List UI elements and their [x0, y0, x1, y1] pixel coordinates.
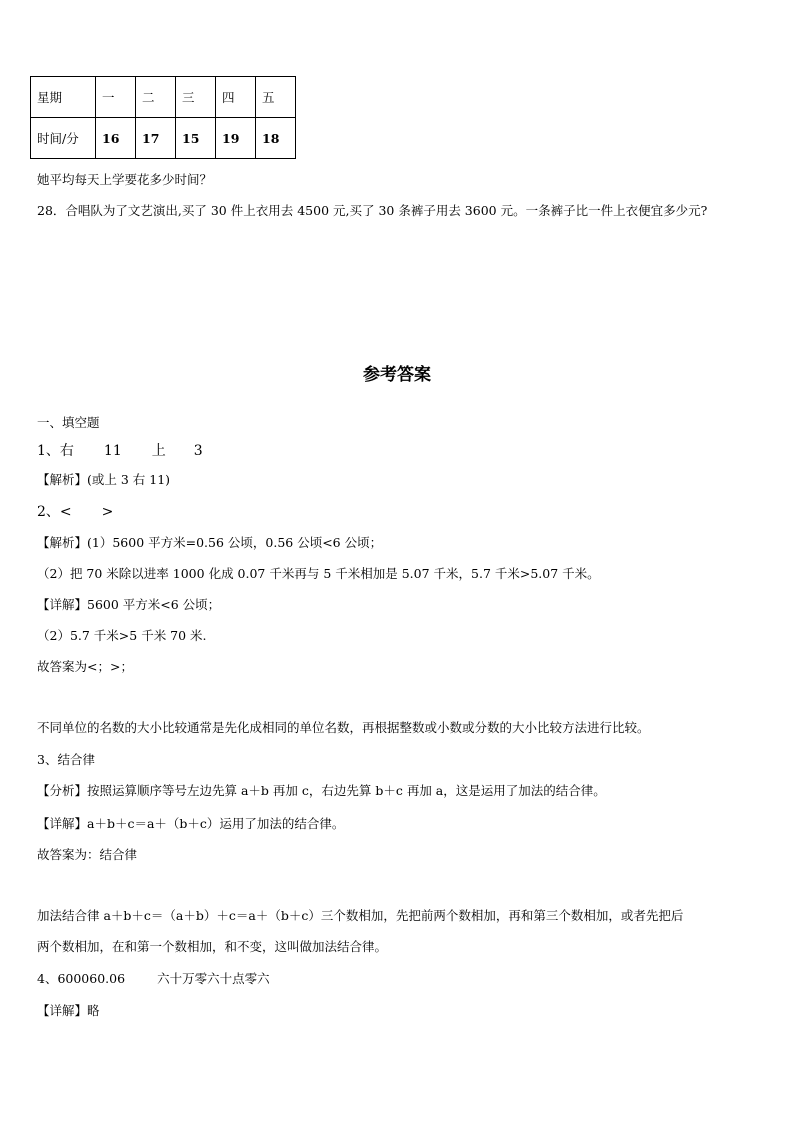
- answer-2-detail-2: （2）5.7 千米>5 千米 70 米.: [37, 628, 207, 643]
- table-cell: 四: [216, 77, 256, 118]
- table-cell: 15: [176, 118, 216, 159]
- answer-1: [37, 440, 203, 460]
- answer-3: 3、结合律: [37, 752, 95, 767]
- answer-2-note: 不同单位的名数的大小比较通常是先化成相同的单位名数，再根据整数或小数或分数的大小比较方法进行比较。: [37, 720, 650, 735]
- answer-3-analysis: 【分析】按照运算顺序等号左边先算 a＋b 再加 c，右边先算 b＋c 再加 a，这是运用了加法的结合律。: [37, 783, 606, 798]
- table-header-cell: 星期: [31, 77, 96, 118]
- answer-value: 上: [151, 443, 166, 459]
- answer-2-conclusion: 故答案为<；>；: [37, 659, 133, 674]
- answers-title: 参考答案: [363, 365, 431, 385]
- answer-3-note-line-2: 两个数相加，在和第一个数相加，和不变，这叫做加法结合律。: [37, 939, 388, 954]
- table-cell: 17: [136, 118, 176, 159]
- table-cell: 18: [256, 118, 296, 159]
- table-row: [31, 118, 296, 159]
- answer-value: 右: [59, 443, 74, 459]
- question-28: 28．合唱队为了文艺演出,买了 30 件上衣用去 4500 元,买了 30 条裤子用去 3600 元。一条裤子比一件上衣便宜多少元?: [37, 203, 708, 218]
- table-cell: 三: [176, 77, 216, 118]
- answer-value: >: [101, 504, 114, 520]
- table-cell: 二: [136, 77, 176, 118]
- answer-3-detail: 【详解】a＋b＋c＝a＋（b＋c）运用了加法的结合律。: [37, 816, 345, 831]
- table-cell: 16: [96, 118, 136, 159]
- schedule-table: [30, 76, 296, 159]
- answer-number: 4、: [37, 971, 58, 986]
- table-row: [31, 77, 296, 118]
- table-cell: 19: [216, 118, 256, 159]
- answer-2-analysis-2: （2）把 70 米除以进率 1000 化成 0.07 千米再与 5 千米相加是 5.07 千米，5.7 千米>5.07 千米。: [37, 566, 600, 581]
- answer-value: 3: [193, 443, 203, 459]
- answer-2: [37, 501, 113, 521]
- answer-number: 1、: [37, 443, 60, 459]
- answer-4: [37, 969, 270, 987]
- answer-3-conclusion: 故答案为：结合律: [37, 847, 138, 862]
- answer-4-detail: 【详解】略: [37, 1003, 100, 1018]
- section-heading: 一、填空题: [37, 415, 100, 430]
- answer-value: 600060.06: [57, 971, 126, 986]
- table-header-cell: 时间/分: [31, 118, 96, 159]
- question-27-tail: 她平均每天上学要花多少时间？: [37, 172, 213, 187]
- answer-value: 六十万零六十点零六: [157, 971, 270, 986]
- answer-value: <: [59, 504, 72, 520]
- table-cell: 一: [96, 77, 136, 118]
- table-cell: 五: [256, 77, 296, 118]
- answer-3-note-line-1: 加法结合律 a＋b＋c＝（a＋b）＋c＝a＋（b＋c）三个数相加，先把前两个数相加，再和第三个数相加，或者先把后: [37, 908, 684, 923]
- answer-2-analysis-1: 【解析】(1）5600 平方米=0.56 公顷，0.56 公顷<6 公顷；: [37, 535, 383, 550]
- answer-value: 11: [103, 443, 122, 459]
- answer-2-detail-1: 【详解】5600 平方米<6 公顷；: [37, 597, 221, 612]
- answer-1-analysis: 【解析】(或上 3 右 11): [37, 472, 171, 487]
- answer-number: 2、: [37, 504, 60, 520]
